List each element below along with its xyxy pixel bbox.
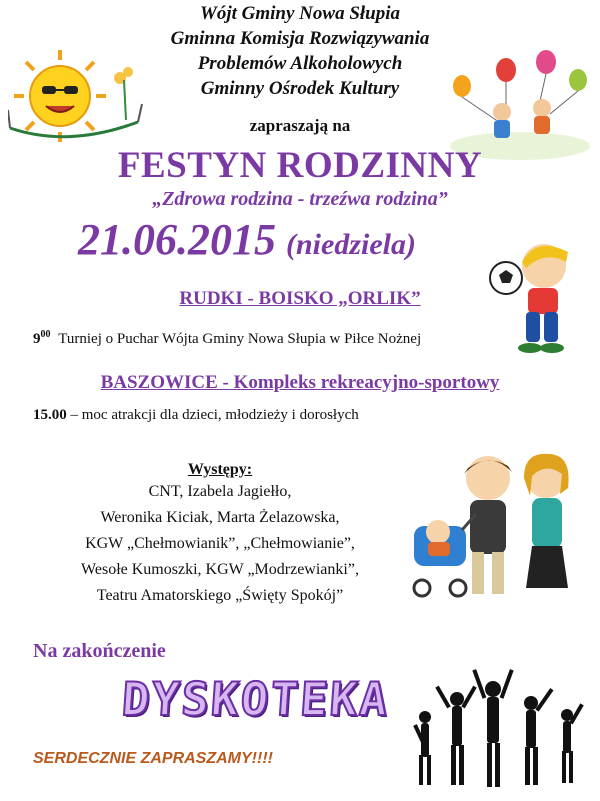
event-date-row xyxy=(78,214,416,265)
organizer-line: Problemów Alkoholowych xyxy=(197,53,403,74)
venue2-schedule xyxy=(33,407,359,424)
venue2-description: – moc atrakcji dla dzieci, młodzieży i dorosłych xyxy=(70,407,359,423)
organizers xyxy=(0,1,600,101)
organizer-line: Gminna Komisja Rozwiązywania xyxy=(170,28,430,49)
venue2-name: BASZOWICE - Kompleks rekreacyjno-sportowy xyxy=(100,372,500,393)
organizer-line: Gminny Ośrodek Kultury xyxy=(200,78,400,99)
closing-invitation: SERDECZNIE ZAPRASZAMY!!!! xyxy=(33,750,273,767)
venue1-description: Turniej o Puchar Wójta Gminy Nowa Słupia w Piłce Nożnej xyxy=(58,331,422,347)
venue1-time-minutes: 00 xyxy=(40,329,51,340)
event-day: (niedziela) xyxy=(286,228,416,261)
performance-line: Wesołe Kumoszki, KGW „Modrzewianki”, xyxy=(81,561,359,578)
performance-line: Teatru Amatorskiego „Święty Spokój” xyxy=(96,587,344,604)
disco-highlight: DYSKOTEKA xyxy=(120,672,392,726)
invite-line: zapraszają na xyxy=(249,116,351,135)
event-slogan: „Zdrowa rodzina - trzeźwa rodzina” xyxy=(152,188,448,210)
venue1-time-hour: 9 xyxy=(33,331,41,347)
family-stroller-icon xyxy=(400,448,590,608)
dancers-silhouette-icon xyxy=(405,655,595,795)
event-date: 21.06.2015 xyxy=(78,215,276,264)
event-title: FESTYN RODZINNY xyxy=(117,145,483,186)
performances-heading: Występy: xyxy=(187,461,253,478)
performance-line: Weronika Kiciak, Marta Żelazowska, xyxy=(100,509,340,526)
organizer-line: Wójt Gminy Nowa Słupia xyxy=(199,3,401,24)
closing-label: Na zakończenie xyxy=(33,640,166,662)
performance-line: KGW „Chełmowianik”, „Chełmowianie”, xyxy=(85,535,355,552)
venue1-name: RUDKI - BOISKO „ORLIK” xyxy=(179,288,421,309)
venue1-schedule xyxy=(33,329,421,348)
performance-line: CNT, Izabela Jagiełło, xyxy=(148,483,292,500)
performances xyxy=(40,461,400,609)
venue2-time: 15.00 xyxy=(33,407,67,423)
